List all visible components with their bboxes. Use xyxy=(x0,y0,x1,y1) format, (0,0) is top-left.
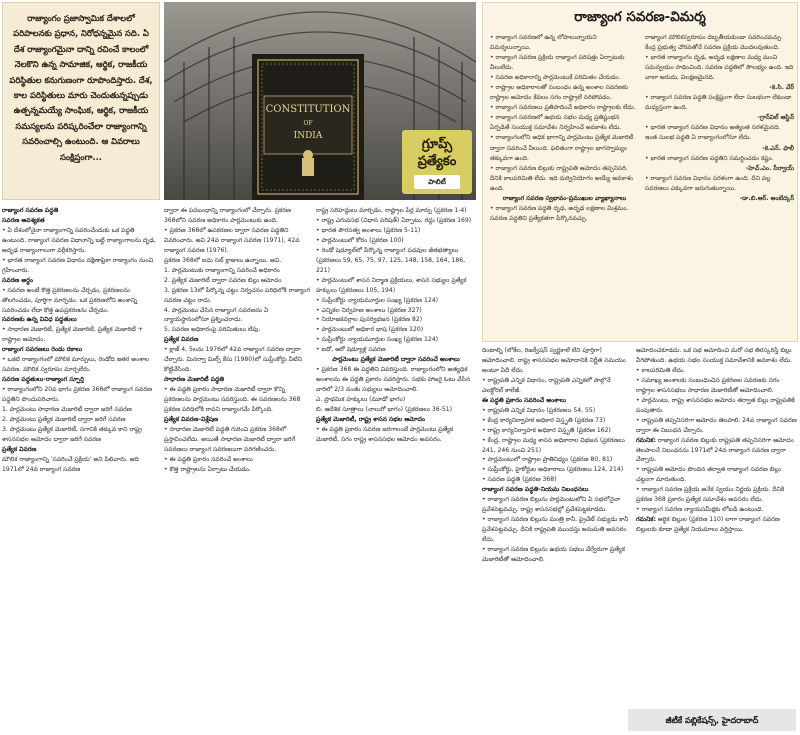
body-paragraph: • రాజ్యాంగంలోని 20వ భాగం ప్రకరణ 368లో రాజ్యాంగ సవరణ పద్ధతిని పొందుపరిచారు. xyxy=(2,386,152,404)
article-column-4 xyxy=(482,346,630,565)
amendment-criticism-box xyxy=(482,2,798,342)
criticism-point: రాజ్యాంగ మౌలికస్వరూపం దెబ్బతీయకుండా సవరించవచ్చు. కేంద్ర ప్రభుత్వ చొరవతోనే సవరణ ప్రక్రియ మొదలవుతుంది. xyxy=(645,34,783,52)
book-country: INDIA xyxy=(293,131,323,141)
criticism-left-column xyxy=(490,33,639,224)
quote-author: -కె.ఎన్. ఫాలీ xyxy=(762,144,794,152)
body-paragraph: బి. ఆదేశిక సూత్రాలు (నాలుగో భాగం) (ప్రకరణలు 36-51) xyxy=(316,406,452,414)
publisher-byline: జీటీకే పబ్లికేషన్స్, హైదరాబాద్ xyxy=(628,709,796,731)
section-heading: సాధారణ మెజారిటీ పద్ధతి xyxy=(164,376,225,384)
body-paragraph: • రాజ్యాంగ సవరణ బిల్లును ఉభయ సభలు వేర్వేరుగా ప్రత్యేక మెజారిటీతో ఆమోదించాలి. xyxy=(482,546,625,564)
body-paragraph: • ఈ పద్ధతి ప్రకారం సవరణ జరగాలంటే పార్లమెంటు ప్రత్యేక మెజారిటీ, సగం రాష్ట్ర శాసనసభల ఆమోదం అవసరం. xyxy=(316,425,454,443)
body-paragraph: • పార్లమెంటులో రాష్ట్రాల ప్రాతినిధ్యం (ప్రకరణ 80, 81) xyxy=(482,456,613,464)
criticism-point: • భారత రాజ్యాంగం దృఢ, అదృఢ లక్షణాల మధ్య మంచి సమన్వయం సాధించింది. సవరణ పద్ధతిలో సౌలభ్యం ఉంది. ఇది చాలా అరుదు, విలక్షణమైనది. xyxy=(645,54,794,82)
badge-title: గ్రూప్స్ ప్రత్యేకం xyxy=(417,137,457,169)
criticism-point: • రాష్ట్రాల అధికారాలతో సంబంధం ఉన్న అంశాల సవరణకు రాష్ట్రాల ఆమోదం కేవలం సగం రాష్ట్రాలే సరిపోవడం. xyxy=(490,84,629,102)
criticism-point: • భారత రాజ్యాంగ సవరణ విధానం అత్యంత సరళమైనది. ఇంత సులభ పద్ధతి ఏ రాజ్యాంగంలోనూ లేదు. xyxy=(645,124,781,142)
body-paragraph: 3. ప్రకరణ 13లో పేర్కొన్న చట్టం నిర్వచనం పరిధిలోకి రాజ్యాంగ సవరణ చట్టం రాదు. xyxy=(164,286,311,304)
body-paragraph: • నియోజకవర్గాల పునర్విభజన (ప్రకరణ 82) xyxy=(316,316,423,324)
body-paragraph: • భారత పౌరసత్వ అంశాలు (ప్రకరణ 5-11) xyxy=(316,226,421,234)
body-paragraph: • సుప్రీంకోర్టు, హైకోర్టుల అధికారాలు (ప్రకరణలు 124, 214) xyxy=(482,466,624,474)
section-heading: ప్రత్యేక వివరణ xyxy=(2,445,37,453)
section-heading: ప్రత్యేక వివరణ-విశ్లేషణ xyxy=(164,416,219,424)
body-paragraph: • సమాఖ్య అంశాలకు సంబంధించిన ప్రకరణల సవరణకు సగం రాష్ట్రాల శాసనసభలు సాధారణ మెజారిటీతో ఆమోదించాలి. xyxy=(636,376,780,394)
body-paragraph: • పార్లమెంటులో శాసన నిర్మాణ ప్రక్రియలు, శాసన సభ్యుల ప్రత్యేక హక్కులు (ప్రకరణలు 105, 194) xyxy=(316,276,467,294)
criticism-point: • రాజ్యాంగ సవరణలో ఉభయ సభల మధ్య ప్రతిష్టంభన ఏర్పడితే సంయుక్త సమావేశం నిర్వహించే అవకాశం లేదు. xyxy=(490,114,622,132)
body-paragraph: 1. పార్లమెంటుకు రాజ్యాంగాన్ని సవరించే అధికారం xyxy=(164,266,280,274)
criticism-point: • రాజ్యాంగ సవరణ పద్ధతి దృఢ, అదృఢ లక్షణాల మిశ్రమం. సవరణ పద్ధతిని ప్రత్యేకతగా పేర్కొనవచ్చు. xyxy=(490,204,629,222)
body-paragraph: • రాష్ట్రపతి ఎన్నిక విధానం, రాష్ట్రపతి ఎన్నికలో పాల్గొనే ఎలక్టోరల్ కాలేజీ. xyxy=(482,376,611,394)
book-of: OF xyxy=(303,120,313,127)
body-paragraph: • రాజ్యాంగ సవరణ ప్రక్రియ అనేక స్వయం నిర్ణయ ప్రక్రియ. దీనికి ప్రకరణ 368 ప్రకారం ప్రత్యేక సమావేశం అవసరం లేదు. xyxy=(636,486,785,504)
body-paragraph: ప్రకరణ 368లో ఐదు సబ్ క్లాజులు ఉన్నాయి. అవి. xyxy=(164,256,282,264)
body-paragraph: • కేంద్ర, రాష్ట్రాల మధ్య శాసన అధికారాల విభజన (ప్రకరణలు 241, 246 నుంచి 251) xyxy=(482,436,625,454)
body-paragraph: • భారత రాజ్యాంగ సవరణ విధానం దక్షిణాఫ్రికా రాజ్యాంగం నుంచి గ్రహించారు. xyxy=(2,256,154,274)
body-paragraph: 4. పార్లమెంటు చేసిన రాజ్యాంగ సవరణను ఏ న్యాయస్థానంలోనూ ప్రశ్నించరాదు. xyxy=(164,306,269,324)
section-heading: ఈ పద్ధతి ప్రకారం సవరించే అంశాలు xyxy=(482,396,566,404)
criticism-point: • రాజ్యాంగ సవరణ ప్రక్రియ రాజ్యాంగ పరిషత్తు ఏర్పాటుకు వీలులేదు. xyxy=(490,54,625,72)
body-paragraph: • రాజ్యాంగ సవరణ బిల్లును పార్లమెంటులోని ఏ సభలోనైనా ప్రవేశపెట్టవచ్చు. రాష్ట్ర శాసనసభల్లో ప్రవేశపెట్టకూడదు. xyxy=(482,496,621,514)
body-paragraph: • రాజ్యాంగ సవరణ బిల్లును మంత్రి కానీ, ప్రైవేట్ సభ్యుడు కానీ ప్రవేశపెట్టవచ్చు. దీనికి రాష్ట్రపతి ముందస్తు అనుమతి అవసరం లేదు. xyxy=(482,516,629,544)
section-heading: సవరణ పద్ధతులు-రాజ్యాంగ స్ఫూర్తి xyxy=(2,376,84,384)
criticism-point: • రాజ్యాంగ సవరణ బిల్లుకు రాష్ట్రపతి ఆమోదం తప్పనిసరి. దీనికి కాలపరిమితి లేదు. ఇది దుర్వినియోగం అయ్యే అవకాశం ఉంది. xyxy=(490,164,634,192)
article-column-1 xyxy=(2,206,160,475)
body-paragraph: • సుప్రీంకోర్టు న్యాయమూర్తుల సంఖ్య (ప్రకరణ 124) xyxy=(316,296,439,304)
quote-author: -గ్రాన్‌విల్ ఆస్టిన్ xyxy=(757,114,794,122)
article-column-5 xyxy=(636,346,798,535)
body-paragraph: • రాష్ట్రపతి ఆమోదం పొందిన తర్వాత రాజ్యాంగ సవరణ బిల్లు చట్టంగా మారుతుంది. xyxy=(636,466,781,484)
section-heading: సవరణ ఆవశ్యకత xyxy=(2,216,45,224)
criticism-point: • సవరణ అధికారాన్ని పార్లమెంటుకే పరిమితం చేయడం. xyxy=(490,74,621,82)
body-paragraph: • ఏ దేశంలోనైనా రాజ్యాంగాన్ని సవరించేందుకు ఒక పద్ధతి ఉంటుంది. రాజ్యాంగ సవరణ విధానాన్ని బట్టి రాజ్యాంగాలను దృఢ, అదృఢ రాజ్యాంగాలుగా వర్గీకరిస్తారు. xyxy=(2,226,156,254)
quote-author: -డా.బి.ఆర్. అంబేద్కర్ xyxy=(739,194,794,202)
intro-box xyxy=(2,2,160,200)
note-paragraph xyxy=(636,436,798,466)
section-heading: రాజ్యాంగ సవరణలు రెండు రకాలు xyxy=(2,346,83,354)
body-paragraph: 5. సవరణ అధికారంపై పరిమితులు లేవు. xyxy=(164,326,261,334)
body-paragraph: • ఐదో, ఆరో షెడ్యూళ్ల సవరణ xyxy=(316,346,386,354)
groups-special-badge xyxy=(402,130,472,194)
criticism-right-column xyxy=(645,33,794,204)
body-paragraph: • సుప్రీంకోర్టు న్యాయమూర్తుల సంఖ్య (ప్రకరణ 124) xyxy=(316,336,439,344)
criticism-point: • రాజ్యాంగంలోని అధిక భాగాన్ని పార్లమెంటు ప్రత్యేక మెజారిటీ ద్వారా సవరించే వీలుంది. ఫలితంగా రాష్ట్రాల భాగస్వామ్యం తక్కువగా ఉంది. xyxy=(490,134,634,162)
section-heading: సవరణకు ఉన్న వివిధ పద్ధతులు xyxy=(2,316,77,324)
article-column-3 xyxy=(316,206,476,445)
note-label: గమనిక: xyxy=(636,436,656,444)
section-heading: ప్రత్యేక మెజారిటీ, రాష్ట్ర శాసన సభల ఆమోదం xyxy=(316,416,425,424)
body-paragraph: • ప్రకరణ 368లో ఉపకరణల ద్వారా సవరణ పద్ధతిని వివరించారు. అవి 24వ రాజ్యాంగ సవరణ (1971), 42వ రాజ్యాంగ సవరణ (1976). xyxy=(164,226,300,254)
body-paragraph: రాష్ట్ర సరిహద్దులు మార్చడం, రాష్ట్రాల పేర్ల మార్పు (ప్రకరణ 1-4) xyxy=(316,207,467,214)
criticism-point: • రాజ్యాంగ సవరణలో ఉన్న లోపాలున్నాయని విమర్శలున్నాయి. xyxy=(490,34,597,52)
badge-subject: పాలిటీ xyxy=(414,175,460,189)
body-paragraph: ఆమోదించకూడదు. ఒక సభ ఆమోదించి మరో సభ తిరస్కరిస్తే బిల్లు వీగిపోతుంది. ఉభయ సభల సంయుక్త సమావేశానికి అవకాశం లేదు. xyxy=(636,347,793,364)
body-paragraph: • కేంద్ర కార్యనిర్వాహక అధికార విస్తృతి (ప్రకరణ 73) xyxy=(482,416,606,424)
criticism-point: • భారత రాజ్యాంగ సవరణ పద్ధతిని సమర్థించడం కష్టం. xyxy=(645,154,774,162)
body-paragraph: 1. పార్లమెంటు సాధారణ మెజారిటీ ద్వారా జరిగే సవరణ xyxy=(2,406,132,414)
article-column-2 xyxy=(164,206,312,475)
body-paragraph: మౌలిక రాజ్యాంగాన్ని 'సవరించే ప్రక్రియ' అని పిలిచారు. అది 1971లో 24వ రాజ్యాంగ సవరణ xyxy=(2,455,139,473)
section-heading: రాజ్యాంగ సవరణ పద్ధతి-నియమ నిబంధనలు xyxy=(482,486,589,494)
criticism-point: • రాజ్యాంగ సవరణ పద్ధతి సంక్లిష్టంగా లేదా సులభంగా లేకుండా మధ్యస్తంగా ఉంది. xyxy=(645,94,792,112)
section-heading: పార్లమెంటు ప్రత్యేక మెజారిటీ ద్వారా సవరించే అంశాలు xyxy=(332,356,460,364)
body-paragraph: ఎ. ప్రాథమిక హక్కులు (మూడో భాగం) xyxy=(316,396,406,404)
note-text: రాజ్యాంగ సవరణ బిల్లుకు రాష్ట్రపతి తప్పనిసరిగా ఆమోదం తెలపాలనే నిబంధనను 1971లో 24వ రాజ్యాంగ సవరణ ద్వారా చేర్చారు. xyxy=(636,436,794,464)
note-label: గమనిక: xyxy=(636,516,656,524)
body-paragraph: 3. పార్లమెంటు ప్రత్యేక మెజారిటీ, సగానికి తక్కువ కాని రాష్ట్ర శాసనసభల ఆమోదం ద్వారా జరిగే సవరణ xyxy=(2,425,142,443)
body-paragraph: • రాష్ట్ర కార్యనిర్వాహక అధికార విస్తృతి (ప్రకరణ 162) xyxy=(482,426,611,434)
section-heading: రాజ్యాంగ సవరణ పద్ధతి xyxy=(2,207,59,214)
quote-author: -హెచ్.ఎం. సీర్వాయ్ xyxy=(745,164,794,172)
body-paragraph: • ఈ పద్ధతి ప్రకారం సవరించే అంశాలు xyxy=(164,455,253,463)
body-paragraph: • రెండో షెడ్యూల్‌లో పేర్కొన్న రాజ్యాంగ పదవుల జీతభత్యాలు (ప్రకరణలు 59, 65, 75, 97, 125, 148, 158, 164, 186, 221) xyxy=(316,246,466,274)
body-paragraph: • ఈ పద్ధతి ప్రకారం సాధారణ మెజారిటీ ద్వారా కొన్ని ప్రకరణలను పార్లమెంటు సవరిస్తుంది. ఈ సవరణలను 368 ప్రకరణ పరిధిలోకి రావని రాజ్యాంగమే పేర్కొంది. xyxy=(164,386,301,414)
intro-text: రాజ్యాంగం ప్రజాస్వామిక దేశాలలో పరిపాలనకు ప్రధాన, నిరోధన్నమైన సది. ఏ దేశ రాజ్యాంగమైనా దాన్ని రచించే కాలంలో నెలకొని ఉన్న సామాజిక, ఆర్థిక, రాజకీయ పరిస్థితుల కనుగుణంగా రూపొందిస్తారు. దేశ, కాల పరిస్థితులు మారు చెందుతున్నప్పుడు ఉత్పన్నమయ్యే సాంఘిక, ఆర్థిక, రాజకీయ సమస్యలను పరిష్కరించేలా రాజ్యాంగాన్ని సవరించాల్సి ఉంటుంది. ఆ వివరాలు సంక్షిప్తంగా... xyxy=(9,13,153,162)
body-paragraph: • సవరణ పద్ధతి (ప్రకరణ 368) xyxy=(482,476,557,484)
body-paragraph: • ఎన్నికల నిర్వహణ అంశాలు (ప్రకరణ 327) xyxy=(316,306,422,314)
section-subheading: రాజ్యాంగ సవరణ స్వభావం-ప్రముఖుల వ్యాఖ్యానాలు xyxy=(502,194,627,202)
book-title: CONSTITUTION xyxy=(265,104,351,115)
note-text: ఆర్థిక బిల్లుల (ప్రకరణ 110) లాగా రాజ్యాంగ సవరణ బిల్లులకు కూడా ప్రత్యేక నియమాలు వర్తిస్తాయి. xyxy=(636,516,780,534)
body-paragraph: • పార్లమెంటులో అధికార భాష (ప్రకరణ 120) xyxy=(316,326,424,334)
body-paragraph: • రాష్ట్ర ఎగువసభ (విధాన పరిషత్) ఏర్పాటు, రద్దు (ప్రకరణ 169) xyxy=(316,216,472,224)
body-paragraph: 2. ప్రత్యేక మెజారిటీ ద్వారా సవరణ బిల్లు ఆమోదం xyxy=(164,276,282,284)
section-heading: ప్రత్యేక వివరణ xyxy=(164,336,199,344)
body-paragraph: • కాలపరిమితి లేదు. xyxy=(636,366,685,374)
criticism-point: • రాజ్యాంగ సవరణ విధానం సరళంగా ఉంది. దీని వల్ల సవరణలు ఎక్కువగా జరుగుతున్నాయి. xyxy=(645,174,771,192)
body-paragraph: • రాష్ట్రపతి తప్పనిసరిగా ఆమోదం తెలపాలి. 24వ రాజ్యాంగ సవరణ ద్వారా ఈ నిబంధన చేర్చారు. xyxy=(636,416,797,434)
body-paragraph: • ప్రకరణ 368 ఈ పద్ధతిని వివరిస్తుంది. రాజ్యాంగంలోని అత్యధిక అంశాలను ఈ పద్ధతి ప్రకారం సవరిస్తారు. సభకు హాజరై ఓటు వేసిన వారిలో 2/3 వంతు సభ్యులు ఆమోదించాలి. xyxy=(316,366,471,394)
body-paragraph: • సవరణ అంటే కొత్త ప్రకరణలను చేర్చడం, ప్రకరణలను తొలగించడం, పూర్తిగా మార్చడం. ఒక ప్రకరణలోని అంశాన్ని సవరించడం లేదా కొత్త ఉపప్రకరణను చేర్చడం. xyxy=(2,286,138,314)
body-paragraph: • ఒకటి రాజ్యాంగంలో మౌలిక మార్పులు, రెండోది ఇతర అంశాల సవరణ. మౌలిక స్వరూపం మార్చలేరు. xyxy=(2,356,149,374)
quote-author: -కె.సి. వేర్ xyxy=(769,84,794,92)
body-paragraph: 2. పార్లమెంటు ప్రత్యేక మెజారిటీ ద్వారా జరిగే సవరణ xyxy=(2,416,126,424)
criticism-point: • రాజ్యాంగ సవరణలు ప్రతిపాదించే అధికారం రాష్ట్రాలకు లేదు. xyxy=(490,104,636,112)
emblem-icon xyxy=(302,150,314,176)
body-paragraph: • క్లాజ్ 4, 5లను 1976లో 42వ రాజ్యాంగ సవరణ ద్వారా చేర్చారు. మినర్వా మిల్స్ కేసు (1980)లో సుప్రీంకోర్టు వీటిని కొట్టివేసింది. xyxy=(164,346,302,374)
body-paragraph: దింటాల్ని (లోకేల, రిజర్వేషన్ స్వర్ణకాలే లేని పూర్తిగా) ఆమోదించాలి. రాష్ట్ర శాసనసభల ఆమోదానికి నిర్ణీత సమయం అంటూ ఏదీ లేదు. xyxy=(482,347,626,374)
criticism-title: రాజ్యాంగ సవరణ-విమర్శ xyxy=(574,9,706,25)
body-paragraph: • పార్లమెంటు, రాష్ట్ర శాసనసభల ఆమోదం తర్వాత బిల్లు రాష్ట్రపతికి పంపుతారు. xyxy=(636,396,795,414)
body-paragraph: • సాధారణ మెజారిటీ పద్ధతి గురించి ప్రకరణ 368లో ప్రస్తావించలేదు. అయితే సాధారణ మెజారిటీ ద్వారా జరిగే సవరణలు రాజ్యాంగ సవరణలుగా పరిగణించరు. xyxy=(164,425,296,453)
body-paragraph: • రాజ్యాంగ సవరణ న్యాయసమీక్షకు లోబడి ఉంటుంది. xyxy=(636,506,764,514)
note-paragraph xyxy=(636,515,798,535)
body-paragraph: • కొత్త రాష్ట్రాలను ఏర్పాటు చేయడం. xyxy=(164,465,251,473)
body-paragraph: • రాష్ట్రపతి ఎన్నిక విధానం (ప్రకరణలు 54, 55) xyxy=(482,406,596,414)
body-paragraph: ద్వారా ఈ పదబంధాన్ని రాజ్యాంగంలో చేర్చారు. ప్రకరణ 368లోని సవరణ అధికారం పార్లమెంటుకు ఉంది. xyxy=(164,207,291,224)
body-paragraph: • సాధారణ మెజారిటీ, ప్రత్యేక మెజారిటీ, ప్రత్యేక మెజారిటీ + రాష్ట్రాల ఆమోదం. xyxy=(2,326,143,344)
section-heading: సవరణ అర్థం xyxy=(2,276,33,284)
body-paragraph: • పార్లమెంటులో కోరం (ప్రకరణ 100) xyxy=(316,236,404,244)
